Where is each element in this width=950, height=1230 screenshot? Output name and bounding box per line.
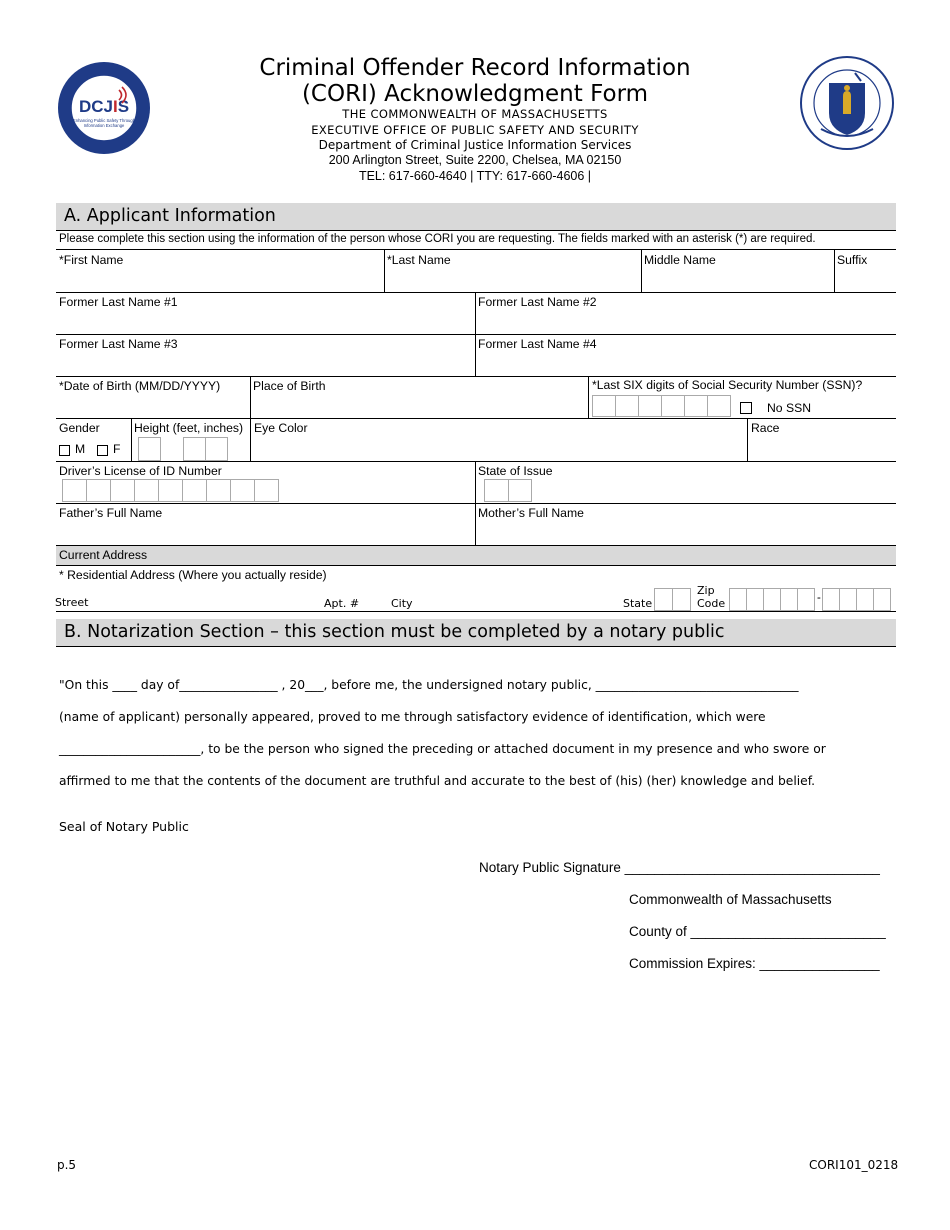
former-last-name-2-label: Former Last Name #2 — [478, 295, 597, 309]
state-label: State — [623, 597, 653, 610]
street-label: Street — [55, 596, 89, 609]
divider — [475, 461, 476, 503]
gender-f-checkbox[interactable] — [97, 442, 108, 460]
svg-text:Information Exchange: Information Exchange — [83, 123, 125, 128]
commonwealth-heading: THE COMMONWEALTH OF MASSACHUSETTS — [342, 107, 608, 121]
mother-name-field[interactable] — [477, 520, 894, 543]
city-field[interactable] — [418, 590, 618, 610]
former-last-name-3-label: Former Last Name #3 — [59, 337, 178, 351]
department-heading: Department of Criminal Justice Information Services — [318, 138, 632, 152]
former-last-name-4-field[interactable] — [477, 351, 894, 375]
state-of-issue-label: State of Issue — [478, 464, 553, 478]
mother-name-label: Mother’s Full Name — [478, 506, 584, 520]
height-feet-box[interactable] — [138, 437, 160, 461]
divider — [641, 249, 642, 292]
notary-statement-line1: "On this ____ day of________________ , 20___, before me, the undersigned notary public, _________________________________ — [59, 678, 799, 692]
height-label: Height (feet, inches) — [134, 421, 244, 435]
divider — [475, 292, 476, 334]
license-number-boxes[interactable] — [62, 479, 278, 502]
eye-color-label: Eye Color — [254, 421, 308, 435]
section-a-heading: A. Applicant Information — [56, 203, 896, 230]
notary-statement-line2: (name of applicant) personally appeared, proved to me through satisfactory evidence of identification, which were — [59, 710, 766, 724]
divider — [384, 249, 385, 292]
notary-county-line[interactable]: County of __________________________ — [629, 924, 886, 939]
city-label: City — [391, 597, 413, 610]
svg-text:Enhancing Public Safety Throug: Enhancing Public Safety Through — [72, 118, 136, 123]
notary-commonwealth: Commonwealth of Massachusetts — [629, 892, 832, 907]
apt-field[interactable] — [360, 590, 388, 610]
massachusetts-seal — [799, 55, 895, 151]
divider — [131, 418, 132, 461]
ssn-digit-boxes[interactable] — [592, 395, 730, 417]
page-number: p.5 — [57, 1158, 77, 1172]
zip-code-boxes[interactable] — [729, 588, 814, 611]
gender-label: Gender — [59, 421, 100, 435]
zip-label-line1: Zip — [697, 584, 715, 597]
gender-m-checkbox[interactable] — [59, 442, 70, 460]
no-ssn-checkbox[interactable] — [740, 400, 752, 418]
gender-m-label: M — [75, 442, 86, 456]
apt-label: Apt. # — [324, 597, 360, 610]
license-number-label: Driver’s License of ID Number — [59, 464, 222, 478]
notary-statement-line4: affirmed to me that the contents of the document are truthful and accurate to the best of (his) (her) knowledge and belief. — [59, 774, 816, 788]
ssn-label: *Last SIX digits of Social Security Number (SSN)? — [592, 378, 863, 392]
department-address: 200 Arlington Street, Suite 2200, Chelsea, MA 02150 — [328, 153, 622, 167]
state-boxes[interactable] — [654, 588, 690, 611]
divider — [56, 503, 896, 504]
suffix-field[interactable] — [836, 266, 894, 290]
form-title-line1: Criminal Offender Record Information — [259, 55, 691, 81]
no-ssn-label: No SSN — [767, 401, 812, 415]
former-last-name-1-label: Former Last Name #1 — [59, 295, 178, 309]
eye-color-field[interactable] — [252, 436, 744, 460]
divider — [747, 418, 748, 461]
former-last-name-2-field[interactable] — [477, 309, 894, 333]
office-heading: EXECUTIVE OFFICE OF PUBLIC SAFETY AND SECURITY — [311, 123, 639, 137]
notary-seal-label: Seal of Notary Public — [59, 819, 189, 834]
divider — [834, 249, 835, 292]
section-b-heading: B. Notarization Section – this section must be completed by a notary public — [56, 619, 896, 646]
street-field[interactable] — [95, 590, 317, 610]
divider — [56, 230, 896, 231]
divider — [56, 611, 896, 612]
gender-f-label: F — [113, 442, 121, 456]
father-name-label: Father’s Full Name — [59, 506, 163, 520]
height-inches-boxes[interactable] — [183, 437, 227, 461]
department-phone: TEL: 617-660-4640 | TTY: 617-660-4606 | — [358, 169, 592, 183]
divider — [56, 249, 896, 250]
section-a-instructions: Please complete this section using the information of the person whose CORI you are requesting. The fields marked with an asterisk (*) are required. — [59, 233, 816, 245]
middle-name-label: Middle Name — [644, 253, 716, 267]
first-name-field[interactable] — [57, 266, 383, 290]
last-name-label: *Last Name — [387, 253, 451, 267]
former-last-name-3-field[interactable] — [57, 351, 473, 375]
place-of-birth-field[interactable] — [252, 393, 586, 417]
current-address-bar — [56, 545, 896, 565]
divider — [588, 376, 589, 418]
divider — [56, 292, 896, 293]
middle-name-field[interactable] — [643, 266, 832, 290]
date-of-birth-label: *Date of Birth (MM/DD/YYYY) — [59, 379, 221, 393]
notary-signature-line[interactable]: Notary Public Signature __________________________________ — [479, 860, 880, 875]
place-of-birth-label: Place of Birth — [253, 379, 326, 393]
zip-dash: - — [817, 592, 821, 604]
current-address-label: Current Address — [59, 548, 148, 562]
zip-label-line2: Code — [697, 597, 726, 610]
race-label: Race — [751, 421, 780, 435]
divider — [56, 646, 896, 647]
zip-extension-boxes[interactable] — [822, 588, 890, 611]
father-name-field[interactable] — [57, 520, 473, 543]
divider — [475, 503, 476, 545]
divider — [56, 376, 896, 377]
notary-statement-line3: _______________________, to be the person who signed the preceding or attached document in my presence and who swore or — [59, 742, 826, 756]
race-field[interactable] — [750, 436, 894, 460]
last-name-field[interactable] — [386, 266, 640, 290]
first-name-label: *First Name — [59, 253, 124, 267]
divider — [56, 461, 896, 462]
former-last-name-4-label: Former Last Name #4 — [478, 337, 597, 351]
date-of-birth-field[interactable] — [57, 393, 249, 417]
former-last-name-1-field[interactable] — [57, 309, 473, 333]
zip-code-label — [697, 584, 725, 610]
form-title-line2: (CORI) Acknowledgment Form — [301, 81, 649, 107]
notary-commission-line[interactable]: Commission Expires: ________________ — [629, 956, 880, 971]
state-of-issue-boxes[interactable] — [484, 479, 531, 502]
divider — [56, 565, 896, 566]
residential-address-label: * Residential Address (Where you actually reside) — [59, 568, 327, 582]
divider — [475, 334, 476, 376]
form-code: CORI101_0218 — [809, 1158, 899, 1172]
svg-text:DCJIS: DCJIS — [78, 97, 130, 116]
divider — [56, 334, 896, 335]
suffix-label: Suffix — [837, 253, 868, 267]
divider — [56, 418, 896, 419]
